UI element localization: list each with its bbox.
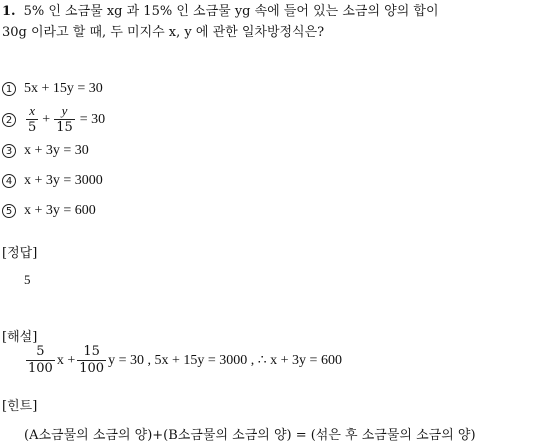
explanation-term-1: x + (56, 352, 76, 368)
choice-2-fraction-1 (26, 104, 38, 135)
choice-1[interactable] (2, 80, 103, 98)
fraction-denominator: 15 (56, 120, 73, 135)
question-number: 1. (2, 4, 16, 19)
explanation-fraction-2 (77, 345, 106, 376)
fraction-numerator: 5 (36, 344, 45, 359)
explanation-term-2: y = 30 , 5x + 15y = 3000 , ∴ x + 3y = 600 (108, 353, 342, 368)
hint-text: (A소금물의 소금의 양)+(B소금물의 소금의 양) = (섞은 후 소금물의 소금의 양) (24, 428, 476, 443)
fraction-denominator: 100 (28, 361, 53, 376)
fraction-numerator: x (29, 103, 36, 118)
question-line-1 (2, 4, 439, 20)
choice-3-expression: x + 3y = 30 (24, 143, 89, 158)
answer-label: [정답] (2, 246, 38, 261)
explanation-formula (24, 345, 342, 376)
fraction-numerator: y (61, 103, 68, 118)
choice-2-operator: + (42, 111, 51, 127)
choice-marker-4: 4 (2, 174, 16, 188)
choice-marker-2: 2 (2, 113, 16, 127)
choice-3[interactable] (2, 142, 89, 160)
choice-2-fraction-2 (54, 104, 75, 135)
choice-2[interactable] (2, 104, 105, 135)
fraction-denominator: 100 (79, 361, 105, 376)
hint-label: [힌트] (2, 399, 38, 414)
answer-value: 5 (24, 272, 31, 287)
choice-4[interactable] (2, 172, 103, 190)
choice-5-expression: x + 3y = 600 (24, 203, 96, 218)
explanation-label: [해설] (2, 330, 38, 345)
choice-marker-3: 3 (2, 144, 16, 158)
choice-4-expression: x + 3y = 3000 (24, 173, 103, 188)
explanation-fraction-1 (26, 345, 55, 376)
choice-1-expression: 5x + 15y = 30 (24, 81, 103, 96)
question-text-line-1: 5% 인 소금물 xg 과 15% 인 소금물 yg 속에 들어 있는 소금의 양의 합이 (23, 4, 439, 19)
choice-marker-5: 5 (2, 204, 16, 218)
choice-5[interactable] (2, 202, 96, 220)
question-text-line-2: 30g 이라고 할 때, 두 미지수 x, y 에 관한 일차방정식은? (2, 25, 325, 40)
question-line-2 (2, 25, 324, 41)
choice-2-rhs: = 30 (79, 111, 106, 127)
fraction-numerator: 15 (83, 344, 100, 359)
choice-marker-1: 1 (2, 82, 16, 96)
fraction-denominator: 5 (28, 120, 37, 135)
